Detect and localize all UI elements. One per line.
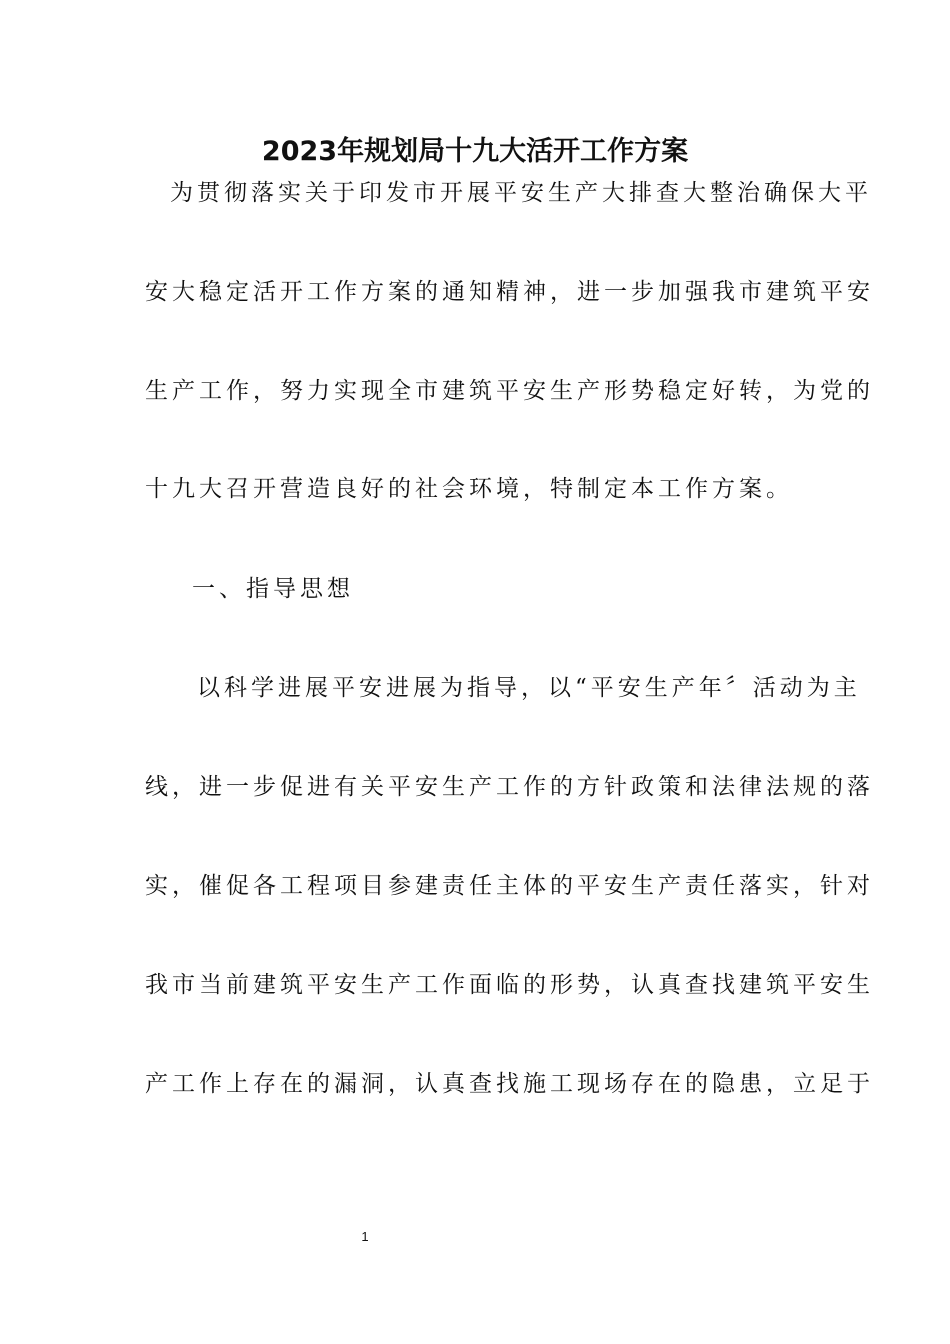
paragraph-line: 线，进一步促进有关平安生产工作的方针政策和法律法规的落: [145, 774, 874, 800]
paragraph-line: 产工作上存在的漏洞，认真查找施工现场存在的隐患，立足于: [145, 1071, 874, 1097]
page-number: 1: [361, 1229, 369, 1244]
paragraph-line: 为贯彻落实关于印发市开展平安生产大排查大整治确保大平: [170, 180, 872, 206]
paragraph-line: 生产工作，努力实现全市建筑平安生产形势稳定好转，为党的: [145, 378, 874, 404]
paragraph-line: 实，催促各工程项目参建责任主体的平安生产责任落实，针对: [145, 873, 874, 899]
document-title: 2023年规划局十九大活开工作方案: [261, 136, 689, 167]
paragraph-line: 十九大召开营造良好的社会环境，特制定本工作方案。: [145, 476, 793, 502]
section-heading: 一、指导思想: [192, 576, 354, 602]
paragraph-line: 我市当前建筑平安生产工作面临的形势，认真查找建筑平安生: [145, 972, 874, 998]
paragraph-line: 安大稳定活开工作方案的通知精神，进一步加强我市建筑平安: [145, 279, 874, 305]
paragraph-line: 以科学进展平安进展为指导，以“平安生产年〞活动为主: [197, 675, 861, 701]
